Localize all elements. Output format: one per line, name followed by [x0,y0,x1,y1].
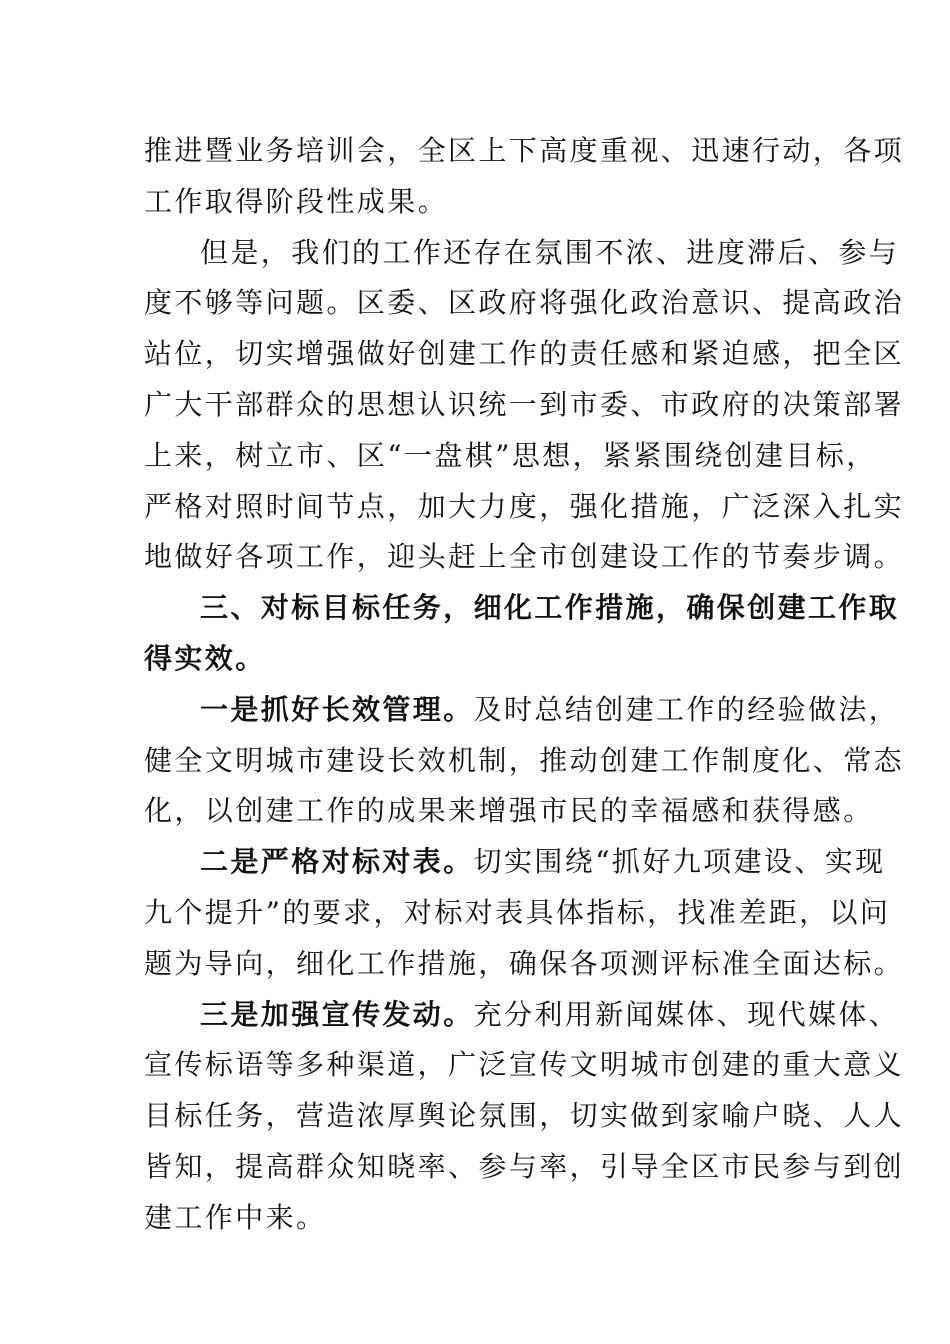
body-line: 建工作中来。 [144,1200,327,1234]
body-line: 广大干部群众的思想认识统一到市委、市政府的决策部署 [144,387,905,421]
body-line: 推进暨业务培训会，全区上下高度重视、迅速行动，各项 [144,134,905,167]
point-title: 三是加强宣传发动。 [200,997,474,1031]
body-line [200,685,900,736]
body-line: 健全文明城市建设长效机制，推动创建工作制度化、常态 [144,743,905,777]
body-line: 严格对照时间节点，加大力度，强化措施，广泛深入扎实 [144,489,905,523]
body-line: 工作取得阶段性成果。 [144,184,449,218]
section-heading: 得实效。 [144,641,266,675]
body-line: 宣传标语等多种渠道，广泛宣传文明城市创建的重大意义 [144,1048,905,1082]
point-title: 二是严格对标对表。 [200,845,474,879]
body-line: 目标任务，营造浓厚舆论氛围，切实做到家喻户晓、人人 [144,1099,905,1133]
body-line: 但是，我们的工作还存在氛围不浓、进度滞后、参与 [200,235,900,269]
body-line: 度不够等问题。区委、区政府将强化政治意识、提高政治 [144,286,905,320]
body-line: 站位，切实增强做好创建工作的责任感和紧迫感，把全区 [144,337,905,371]
section-heading: 三、对标目标任务，细化工作措施，确保创建工作取 [200,591,900,625]
body-line: 化，以创建工作的成果来增强市民的幸福感和获得感。 [144,794,874,828]
point-text: 充分利用新闻媒体、现代媒体、 [473,997,900,1031]
body-line [200,837,886,888]
body-line: 上来，树立市、区“一盘棋”思想，紧紧围绕创建目标， [144,438,877,472]
body-line [200,990,900,1041]
point-text: 切实围绕“抓好九项建设、实现 [473,845,886,879]
body-line: 皆知，提高群众知晓率、参与率，引导全区市民参与到创 [144,1149,905,1183]
body-line: 地做好各项工作，迎头赶上全市创建设工作的节奏步调。 [144,540,905,574]
point-title: 一是抓好长效管理。 [200,692,474,726]
body-line: 九个提升”的要求，对标对表具体指标，找准差距，以问 [144,895,891,929]
body-line: 题为导向，细化工作措施，确保各项测评标准全面达标。 [144,946,905,980]
point-text: 及时总结创建工作的经验做法， [473,692,900,726]
